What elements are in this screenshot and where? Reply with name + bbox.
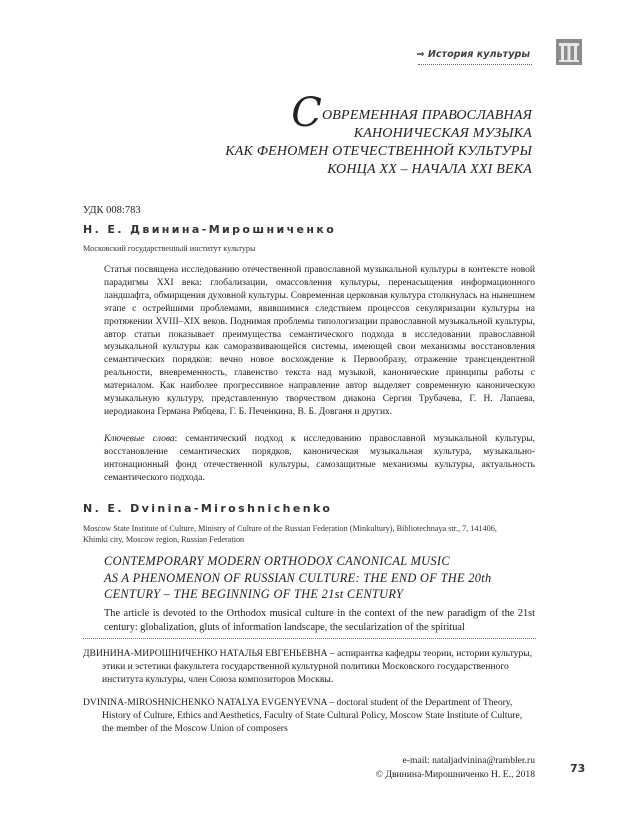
affiliation-ru: Московский государственный институт культуры — [83, 244, 256, 253]
header-divider — [418, 64, 532, 65]
author-email[interactable]: e-mail: nataljadvinina@rambler.ru — [402, 755, 535, 766]
copyright: © Двинина-Мирошниченко Н. Е., 2018 — [375, 769, 535, 780]
section-title: ⇒ История культуры — [416, 49, 530, 60]
page-number: 73 — [570, 762, 586, 775]
author-ru: Н. Е. Двинина-Мирошниченко — [83, 223, 337, 236]
title-line-4: КОНЦА XX – НАЧАЛА XXI ВЕКА — [327, 162, 532, 177]
running-header — [0, 0, 617, 70]
author-note-ru: ДВИНИНА-МИРОШНИЧЕНКО НАТАЛЬЯ ЕВГЕНЬЕВНА – аспирантка кафедры теории, истории культуры, этики и эстетики факультета государственной культурной политики Московского государственного института культуры, член Союза композиторов Москвы. — [83, 648, 533, 685]
affiliation-en: Moscow State Institute of Culture, Ministry of Culture of the Russian Federation (Minkulturу), Bibliotechnaya str., 7, 141406, Khimki city, Moscow region, Russian Federation — [83, 524, 497, 544]
author-note-en: DVININA-MIROSHNICHENKO NATALYA EVGENYEVNA – doctoral student of the Department of Theory, History of Culture, Ethics and Aesthetics, Faculty of State Cultural Policy, Moscow State Institute of Culture, the member of the Moscow Union of composers — [83, 697, 523, 734]
title-en-line-2: AS A PHENOMENON OF RUSSIAN CULTURE: THE END OF THE 20th — [104, 570, 492, 585]
author-en: N. E. Dvinina-Miroshnichenko — [83, 502, 333, 515]
abstract-en: The article is devoted to the Orthodox musical culture in the context of the new paradigm of the 21st century: globalization, gluts of information landscape, the secularization of the spiritual — [104, 608, 535, 633]
article-title-ru — [225, 90, 532, 179]
article-title-en — [104, 553, 544, 603]
title-en-line-3: CENTURY – THE BEGINNING OF THE 21st CENTURY — [104, 587, 404, 601]
keywords-ru — [104, 433, 535, 485]
column-logo-icon — [556, 39, 582, 65]
title-line-1: ОВРЕМЕННАЯ ПРАВОСЛАВНАЯ — [322, 108, 532, 123]
title-line-3: КАК ФЕНОМЕН ОТЕЧЕСТВЕННОЙ КУЛЬТУРЫ — [225, 144, 532, 159]
title-drop-cap: С — [291, 90, 322, 136]
keywords-label: Ключевые слова — [104, 434, 175, 444]
title-en-line-1: CONTEMPORARY MODERN ORTHODOX CANONICAL MUSIC — [104, 554, 450, 568]
keywords-text: : семантический подход к исследованию православной музыкальной культуры, восстановление семантических порядков, каноническая музыкальная культура, музыкально-интонационный фонд отечественной культуры, самозащитные механизмы культуры, актуальность семантического подхода. — [104, 434, 535, 483]
footnote-divider — [83, 638, 536, 639]
udk-code: УДК 008:783 — [83, 205, 141, 216]
abstract-ru: Статья посвящена исследованию отечественной православной музыкальной культуры в контексте новой парадигмы XXI века: глобализации, омассовления культуры, перенасыщения информационного ландшафта, обмирщения духовной культуры. Современная церковная культура столкнулась на нынешнем этапе с острейшими проблемами, явившимися следствием процессов секуляризации культуры на протяжении XVIII–XIX веков. Поднимая проблемы типологизации православной музыкальной культуры, автор статьи показывает преимущества семантического подхода в исследовании православной музыкальной культуры как саморазвивающейся системы, имеющей свои механизмы восстановления семантических порядков: вечно новое восхождение к Первообразу, отражение трансцендентной реальности, вневременность, главенство текста над музыкой, канонические принципы работы с материалом. Как наиболее прогрессивное направление автор выделяет современную каноническую музыкальную культуру, представленную творчеством диакона Сергия Трубачева, Г. Н. Лапаева, иеродиакона Германа Рябцева, Г. Б. Печенкина, В. Б. Довганя и других. — [104, 265, 535, 417]
title-line-2: КАНОНИЧЕСКАЯ МУЗЫКА — [353, 126, 532, 141]
